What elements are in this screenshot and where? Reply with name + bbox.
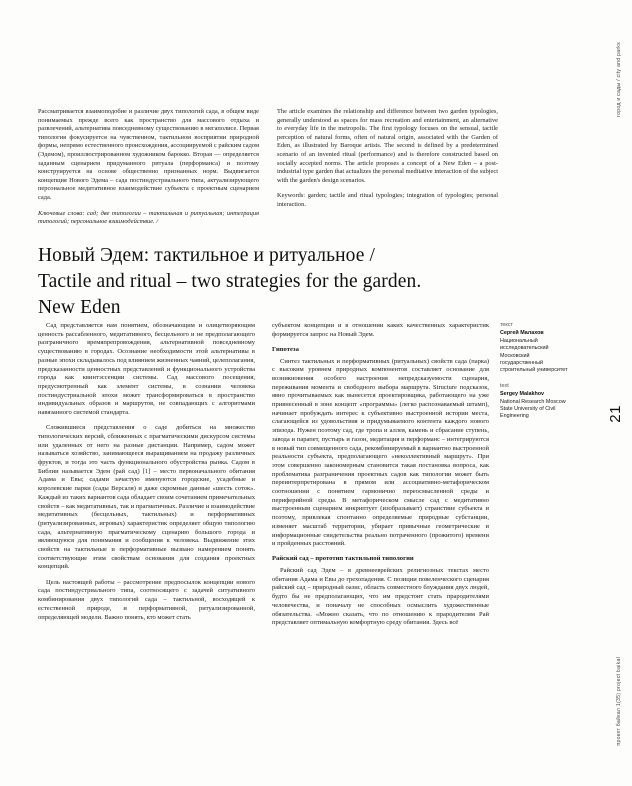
author-affiliation-ru: Национальный исследовательский Московский государственный строительный университет [500,337,568,374]
author-english [500,383,568,421]
margin-strip [596,0,632,786]
author-label-ru: текст [500,322,513,328]
paragraph: субъектом концепции и в отношении каких качественных характеристик формируется запрос на Новый Эдем. [272,322,489,338]
body-columns [38,322,490,634]
paragraph: Цель настоящей работы – рассмотрение предпосылок концепции нового сада постиндустриального типа, соотносящего с задачей ситуативного комбинирования двух типологий сада – тактильной, восходящей к естественной природе, и перформативной, ритуализированной, определяющей модели. Важно понять, кто может стать [38,578,255,621]
title-line-2: Tactile and ritual – two strategies for the garden. [38,271,422,292]
abstract-block [38,108,498,234]
paragraph: Сложившиеся представления о саде добиться на множество типологических версий, сближенных с прагматическими дискурсом системы или удаленных от него на разные дистанции. Например, садом может называться хозяйство, занимающееся выращиванием на продажу различных фруктов, и тогда это часть функционального обустройства рынка. Садом в Библии называется Эдем (рай сад) [1] – место первоначального обитания Адама и Евы; садами зачастую именуются городские, усадебные и королевские парки (сады Версаля) и даже скромные данные «шесть соток». Каждый из таких вариантов сада обладает своим сочетанием примечательных свойств – как медитативных, так и прагматичных. Различие и взаимодействие медитативных (бесцельных, тактильных) и перформативных (ритуализированных, игровых) характеристик определяет общую типологию сада, альтернативную прагматическому сценарию большого города и являющуюся для понимания и сообщения к человека. Выдвижение этих свойств на тактильные и перформативные вызвано намерением понять соответствующие этим свойствам основания для создания проектных концепций. [38,424,255,571]
title-line-1: Новый Эдем: тактильное и ритуальное / [38,245,375,266]
article-title [38,243,508,321]
abstract-ru-keywords: Ключевые слова: сад; две типологии – тактильная и ритуальная; интеграция типологий; персональное взаимодействие. / [38,209,259,226]
author-name-ru: Сергей Малахов [500,330,544,337]
page-number: 21 [607,405,624,423]
body-column-left [38,322,255,634]
author-sidebar [500,322,568,429]
paragraph: Сад представляется нам понятием, обозначающим и олицетворяющим ценность рассабленного, медитативного, бесцельного и не предполагающего разграничного времяпрепровождения, альтернативной повседневному существованию в городах. Осознание необходимости этой альтернативы в разные эпохи складывалось под влиянием жизненных чаяний, целеполагания, предсказанности ценностных представлений и функционального устройства города как квинтэссенции системы. Сад массового посещения, предусмотренный как элемент системы, в сознании человека постиндустриальной эпохи может трансформироваться в пространство индивидуальных образов и маршрутов, не совпадающих с алгоритмами навязанного системой стандарта. [38,322,255,417]
body-column-right [272,322,489,634]
section-heading-hypothesis: Гипотеза [272,345,299,353]
paragraph: Райский сад Эдем – в древнееврейских религиозных текстах место обитания Адама и Евы до грехопадения. С позиции повеленческого сценария райский сад – природный оазис, область совместного блуждания двух людей, будто бы не предполагающих, что им предстоит стать прародителями человечества, и поначалу не способных осмыслить художественные обязательства. «Можно сказать, что по отношению к прародителям Рай представляет оптимальную комфортную среду обитания. Здесь всё [272,567,489,627]
abstract-en-keywords: Keywords: garden; tactile and ritual typologies; integration of typologies; personal interaction. [277,192,498,208]
author-label-en: text [500,382,509,389]
section-heading-paradise-garden: Райский сад – прототип тактильной типологии [272,555,414,563]
running-head-top: город и сады / city and parks [616,42,622,117]
abstract-russian [38,108,259,234]
author-name-en: Sergey Malakhov [500,391,545,398]
running-head-bottom: проект байкал 1(35) project baikal [616,657,622,746]
author-affiliation-en: National Research Moscow State University of Civil Engineering [500,398,566,420]
abstract-ru-text: Рассматривается взаимоподобие и различие двух типологий сада, в общем виде понимаемых прежде всего как пространство для массового отдыха и развлечений, альтернатива повседневному существованию в мегаполисе. Первая типология фокусируется на чувственном, тактильном восприятии природной формы, непрямо естественного происхождения, ассоциируемой с райским садом (Эдемом), проиллюстрированном художником барокко. Вторая — определяется заданным сценарием придуманного ритуала (перформанса) и поэтому конструируется на основе общественно признанных норм. Выдвигается концепция Нового Эдема – сада постиндустриального типа, актуализирующего персональное медитативное взаимодействие субъекта с проектным сценарием сада. [38,108,259,201]
paragraph: Синтез тактильных и перформативных (ритуальных) свойств сада (парка) с высоким уровнем природных компонентов составляет основание для возникновения особого настроения непредсказуемости сценария, переживания момента и свободного выбора маршрута. Structure подсказок, явно прочитываемых как вынесется проектировщика, работающего на уже привнесенный в зоне концепт «программы» (легко распознаваемый штамп), начинает пробуждать интерес к субъективно выстроенной истории места, слагающейся из удовольствия и придумываемого контента каждого нового эпизода. Нужен поэтому сад, где тропа и аллея, камень и сбрасание ступень, завода и парапет, пустырь и газон, медитация и перформанс – интегрируются в новый тип совмещенного сада, рекомбинируемый в вариантно выстроенной реальности субъекта, предполагающего «неколлективный маршрут». При этом совершенно закономерным становится такая постановка вопроса, как проблематика разграничения проектных садов как типологии может быть переинтерпретирована в прямом или ассоциативно-метафорическом соотношении с понятием гармонично переосмысленной среды и периферийной среды. В метафорическом смысле сад с медитативно выстроенным сценарием инкриптует (изобразывает) странствие субъекта и поэтому, привлекая спонтанно определяемые природные субстанции, изменяет масштаб территории, убирает привычные геометрические и информационные свидетельства реально потраченного (прожитого) времени и пройденных расстояний. [272,357,489,548]
abstract-english [277,108,498,234]
title-line-3: New Eden [38,297,121,318]
author-russian [500,322,568,375]
abstract-en-text: The article examines the relationship and difference between two garden typologies, generally understood as spaces for mass recreation and entertainment, an alternative to everyday life in the metropolis. The first typology focuses on the sensual, tactile perception of natural forms, often of natural origin, associated with the Garden of Eden, as illustrated by Baroque artists. The second is defined by a predetermined scenario of an invented ritual (performance) and is therefore constructed based on socially accepted norms. The article proposes a concept of a New Eden – a post-industrial type garden that actualizes the personal meditative interaction of the subject with the garden's design scenarios. [277,108,498,184]
